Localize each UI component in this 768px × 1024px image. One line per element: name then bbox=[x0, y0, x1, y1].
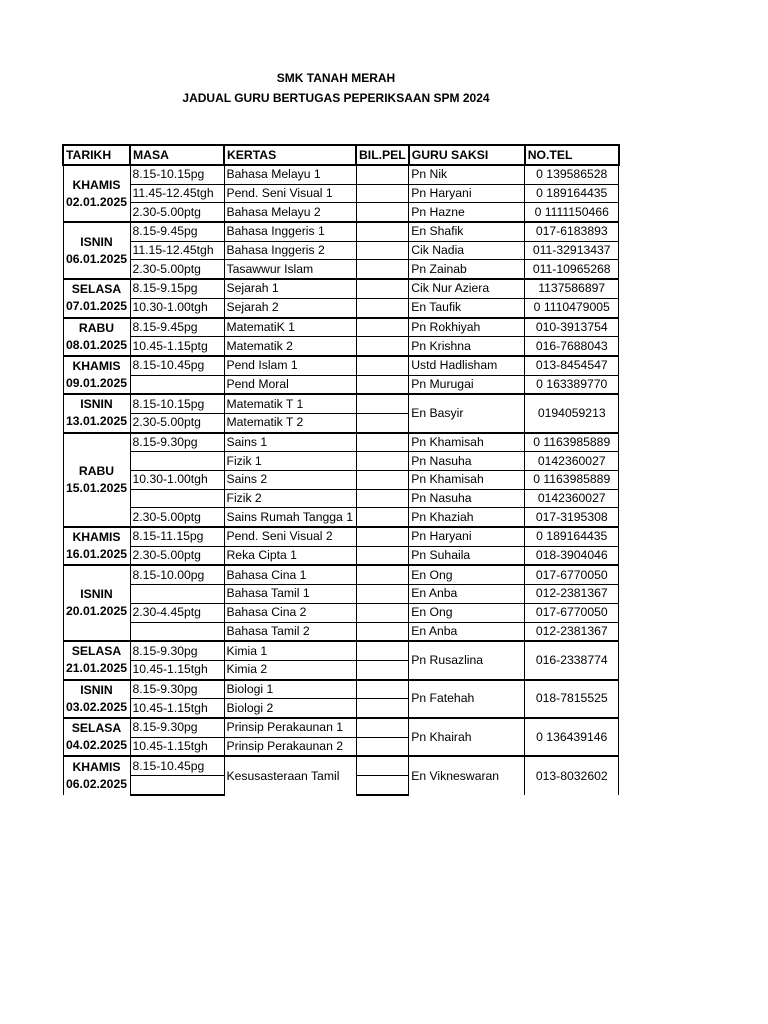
school-name: SMK TANAH MERAH bbox=[276, 71, 396, 85]
schedule-body bbox=[63, 165, 619, 795]
bil-pel-cell bbox=[356, 585, 409, 604]
guru-saksi-cell: Pn Khamisah bbox=[409, 433, 525, 452]
guru-saksi-cell: En Anba bbox=[409, 622, 525, 641]
duty-schedule-table bbox=[62, 144, 620, 796]
day-label: KHAMIS bbox=[72, 359, 121, 374]
kertas-cell: Matematik 2 bbox=[224, 337, 356, 356]
guru-saksi-cell: Pn Haryani bbox=[409, 184, 525, 203]
kertas-cell: Biologi 2 bbox=[224, 699, 356, 718]
no-tel-cell: 011-10965268 bbox=[525, 260, 619, 279]
no-tel-cell: 0 189164435 bbox=[525, 184, 619, 203]
no-tel-cell: 018-3904046 bbox=[525, 546, 619, 565]
masa-cell: 8.15-9.45pg bbox=[130, 222, 224, 241]
masa-cell bbox=[130, 585, 224, 604]
guru-saksi-cell: En Basyir bbox=[409, 394, 525, 432]
no-tel-cell: 0 189164435 bbox=[525, 527, 619, 546]
kertas-cell: Prinsip Perakaunan 1 bbox=[224, 718, 356, 737]
kertas-cell: Sejarah 2 bbox=[224, 298, 356, 317]
table-row bbox=[63, 452, 619, 471]
bil-pel-cell bbox=[356, 641, 409, 660]
col-header-kertas: KERTAS bbox=[224, 145, 356, 165]
masa-cell: 11.45-12.45tgh bbox=[130, 184, 224, 203]
kertas-cell: Fizik 1 bbox=[224, 452, 356, 471]
masa-cell: 8.15-9.30pg bbox=[130, 718, 224, 737]
date-label: 02.01.2025 bbox=[66, 194, 127, 209]
masa-cell: 10.30-1.00tgh bbox=[130, 471, 224, 490]
table-row bbox=[63, 279, 619, 298]
masa-cell: 2.30-5.00ptg bbox=[130, 508, 224, 527]
table-row bbox=[63, 298, 619, 317]
bil-pel-cell bbox=[356, 241, 409, 260]
table-row bbox=[63, 680, 619, 699]
no-tel-cell: 0142360027 bbox=[525, 452, 619, 471]
no-tel-cell: 013-8032602 bbox=[525, 756, 619, 794]
date-label: 09.01.2025 bbox=[66, 376, 127, 391]
date-cell bbox=[63, 318, 130, 356]
kertas-cell: Kesusasteraan Tamil bbox=[224, 756, 356, 794]
bil-pel-cell bbox=[356, 756, 409, 775]
date-label: 07.01.2025 bbox=[66, 299, 127, 314]
day-label: ISNIN bbox=[80, 682, 113, 697]
masa-cell: 2.30-5.00ptg bbox=[130, 260, 224, 279]
bil-pel-cell bbox=[356, 603, 409, 622]
guru-saksi-cell: Pn Khaziah bbox=[409, 508, 525, 527]
page-title: JADUAL GURU BERTUGAS PEPERIKSAAN SPM 2024 bbox=[182, 91, 490, 105]
bil-pel-cell bbox=[356, 337, 409, 356]
table-row bbox=[63, 318, 619, 337]
masa-cell: 2.30-4.45ptg bbox=[130, 603, 224, 622]
date-label: 16.01.2025 bbox=[66, 547, 127, 562]
day-label: RABU bbox=[78, 320, 115, 335]
masa-cell: 8.15-10.15pg bbox=[130, 165, 224, 184]
table-row bbox=[63, 241, 619, 260]
masa-cell: 10.45-1.15tgh bbox=[130, 699, 224, 718]
bil-pel-cell bbox=[356, 546, 409, 565]
kertas-cell: Tasawwur Islam bbox=[224, 260, 356, 279]
table-row bbox=[63, 165, 619, 184]
table-row bbox=[63, 394, 619, 413]
masa-cell: 8.15-9.30pg bbox=[130, 680, 224, 699]
table-row bbox=[63, 641, 619, 660]
day-label: KHAMIS bbox=[72, 760, 121, 774]
day-label: KHAMIS bbox=[72, 177, 121, 192]
bil-pel-cell bbox=[356, 565, 409, 584]
guru-saksi-cell: Pn Murugai bbox=[409, 375, 525, 394]
table-row bbox=[63, 433, 619, 452]
no-tel-cell: 012-2381367 bbox=[525, 622, 619, 641]
bil-pel-cell bbox=[356, 165, 409, 184]
kertas-cell: Fizik 2 bbox=[224, 489, 356, 508]
date-cell bbox=[63, 718, 130, 756]
guru-saksi-cell: En Vikneswaran bbox=[409, 756, 525, 794]
kertas-cell: Bahasa Melayu 1 bbox=[224, 165, 356, 184]
no-tel-cell: 0142360027 bbox=[525, 489, 619, 508]
bil-pel-cell bbox=[356, 298, 409, 317]
bil-pel-cell bbox=[356, 318, 409, 337]
bil-pel-cell bbox=[356, 203, 409, 222]
guru-saksi-cell: Pn Khairah bbox=[409, 718, 525, 756]
bil-pel-cell bbox=[356, 375, 409, 394]
masa-cell: 2.30-5.00ptg bbox=[130, 413, 224, 432]
bil-pel-cell bbox=[356, 718, 409, 737]
kertas-cell: Reka Cipta 1 bbox=[224, 546, 356, 565]
table-row bbox=[63, 471, 619, 490]
bil-pel-cell bbox=[356, 471, 409, 490]
no-tel-cell: 1137586897 bbox=[525, 279, 619, 298]
bil-pel-cell bbox=[356, 737, 409, 756]
masa-cell bbox=[130, 489, 224, 508]
kertas-cell: Matematik T 1 bbox=[224, 394, 356, 413]
masa-cell: 8.15-10.00pg bbox=[130, 565, 224, 584]
kertas-cell: Sains 1 bbox=[224, 433, 356, 452]
guru-saksi-cell: Pn Zainab bbox=[409, 260, 525, 279]
masa-cell bbox=[130, 452, 224, 471]
kertas-cell: Pend. Seni Visual 1 bbox=[224, 184, 356, 203]
table-row bbox=[63, 337, 619, 356]
masa-cell bbox=[130, 622, 224, 641]
date-label: 03.02.2025 bbox=[66, 699, 127, 714]
masa-cell: 8.15-9.45pg bbox=[130, 318, 224, 337]
col-header-masa: MASA bbox=[130, 145, 224, 165]
date-label: 08.01.2025 bbox=[66, 337, 127, 352]
kertas-cell: Kimia 1 bbox=[224, 641, 356, 660]
no-tel-cell: 0 1110479005 bbox=[525, 298, 619, 317]
date-cell bbox=[63, 680, 130, 718]
date-label: 04.02.2025 bbox=[66, 738, 127, 753]
no-tel-cell: 013-8454547 bbox=[525, 356, 619, 375]
bil-pel-cell bbox=[356, 279, 409, 298]
bil-pel-cell bbox=[356, 622, 409, 641]
bil-pel-cell bbox=[356, 489, 409, 508]
date-cell bbox=[63, 356, 130, 394]
date-cell bbox=[63, 165, 130, 222]
bil-pel-cell bbox=[356, 660, 409, 679]
no-tel-cell: 011-32913437 bbox=[525, 241, 619, 260]
no-tel-cell: 0 139586528 bbox=[525, 165, 619, 184]
col-header-no-tel: NO.TEL bbox=[525, 145, 619, 165]
masa-cell: 10.45-1.15tgh bbox=[130, 737, 224, 756]
masa-cell: 8.15-9.30pg bbox=[130, 433, 224, 452]
guru-saksi-cell: Pn Khamisah bbox=[409, 471, 525, 490]
kertas-cell: Bahasa Melayu 2 bbox=[224, 203, 356, 222]
bil-pel-cell bbox=[356, 356, 409, 375]
kertas-cell: Biologi 1 bbox=[224, 680, 356, 699]
no-tel-cell: 012-2381367 bbox=[525, 585, 619, 604]
kertas-cell: MatematiK 1 bbox=[224, 318, 356, 337]
no-tel-cell: 0 136439146 bbox=[525, 718, 619, 756]
masa-cell: 8.15-9.15pg bbox=[130, 279, 224, 298]
no-tel-cell: 0 163389770 bbox=[525, 375, 619, 394]
guru-saksi-cell: Pn Rokhiyah bbox=[409, 318, 525, 337]
day-label: ISNIN bbox=[80, 587, 113, 602]
masa-cell bbox=[130, 776, 224, 795]
col-header-bilpel: BIL.PEL bbox=[356, 145, 409, 165]
day-label: KHAMIS bbox=[72, 530, 121, 545]
table-row bbox=[63, 356, 619, 375]
no-tel-cell: 0 1163985889 bbox=[525, 471, 619, 490]
table-row bbox=[63, 489, 619, 508]
masa-cell: 2.30-5.00ptg bbox=[130, 546, 224, 565]
guru-saksi-cell: En Shafik bbox=[409, 222, 525, 241]
no-tel-cell: 018-7815525 bbox=[525, 680, 619, 718]
day-label: ISNIN bbox=[80, 397, 113, 412]
day-label: SELASA bbox=[71, 282, 122, 297]
date-cell bbox=[63, 527, 130, 565]
header-row bbox=[63, 145, 619, 165]
guru-saksi-cell: Ustd Hadlisham bbox=[409, 356, 525, 375]
masa-cell: 10.45-1.15tgh bbox=[130, 660, 224, 679]
kertas-cell: Bahasa Tamil 1 bbox=[224, 585, 356, 604]
date-label: 06.01.2025 bbox=[66, 251, 127, 266]
bil-pel-cell bbox=[356, 699, 409, 718]
date-cell bbox=[63, 433, 130, 527]
table-row bbox=[63, 718, 619, 737]
masa-cell: 10.30-1.00tgh bbox=[130, 298, 224, 317]
date-cell bbox=[63, 565, 130, 641]
guru-saksi-cell: Pn Nik bbox=[409, 165, 525, 184]
kertas-cell: Prinsip Perakaunan 2 bbox=[224, 737, 356, 756]
day-label: SELASA bbox=[71, 721, 122, 736]
kertas-cell: Sains 2 bbox=[224, 471, 356, 490]
kertas-cell: Bahasa Cina 1 bbox=[224, 565, 356, 584]
date-cell bbox=[63, 279, 130, 317]
date-cell bbox=[63, 394, 130, 432]
date-cell bbox=[63, 222, 130, 279]
date-label: 20.01.2025 bbox=[66, 604, 127, 619]
bil-pel-cell bbox=[356, 680, 409, 699]
kertas-cell: Sejarah 1 bbox=[224, 279, 356, 298]
table-row bbox=[63, 603, 619, 622]
no-tel-cell: 017-6183893 bbox=[525, 222, 619, 241]
no-tel-cell: 010-3913754 bbox=[525, 318, 619, 337]
kertas-cell: Pend Islam 1 bbox=[224, 356, 356, 375]
masa-cell: 8.15-9.30pg bbox=[130, 641, 224, 660]
kertas-cell: Bahasa Tamil 2 bbox=[224, 622, 356, 641]
guru-saksi-cell: Pn Nasuha bbox=[409, 489, 525, 508]
guru-saksi-cell: Pn Krishna bbox=[409, 337, 525, 356]
masa-cell: 8.15-11.15pg bbox=[130, 527, 224, 546]
bil-pel-cell bbox=[356, 508, 409, 527]
kertas-cell: Bahasa Cina 2 bbox=[224, 603, 356, 622]
day-label: SELASA bbox=[71, 644, 122, 659]
table-row bbox=[63, 622, 619, 641]
table-row bbox=[63, 546, 619, 565]
day-label: RABU bbox=[78, 463, 115, 478]
bil-pel-cell bbox=[356, 260, 409, 279]
guru-saksi-cell: En Anba bbox=[409, 585, 525, 604]
table-row bbox=[63, 508, 619, 527]
guru-saksi-cell: Pn Suhaila bbox=[409, 546, 525, 565]
masa-cell: 8.15-10.45pg bbox=[130, 356, 224, 375]
masa-cell bbox=[130, 375, 224, 394]
kertas-cell: Bahasa Inggeris 1 bbox=[224, 222, 356, 241]
guru-saksi-cell: Pn Rusazlina bbox=[409, 641, 525, 679]
kertas-cell: Bahasa Inggeris 2 bbox=[224, 241, 356, 260]
guru-saksi-cell: En Ong bbox=[409, 565, 525, 584]
kertas-cell: Sains Rumah Tangga 1 bbox=[224, 508, 356, 527]
masa-cell: 11.15-12.45tgh bbox=[130, 241, 224, 260]
table-row bbox=[63, 222, 619, 241]
no-tel-cell: 0194059213 bbox=[525, 394, 619, 432]
bil-pel-cell bbox=[356, 452, 409, 471]
table-row bbox=[63, 203, 619, 222]
date-label: 06.02.2025 bbox=[66, 777, 127, 791]
no-tel-cell: 017-6770050 bbox=[525, 565, 619, 584]
guru-saksi-cell: Pn Nasuha bbox=[409, 452, 525, 471]
bil-pel-cell bbox=[356, 222, 409, 241]
masa-cell: 8.15-10.15pg bbox=[130, 394, 224, 413]
date-label: 13.01.2025 bbox=[66, 414, 127, 429]
table-row bbox=[63, 565, 619, 584]
table-row bbox=[63, 527, 619, 546]
guru-saksi-cell: Cik Nadia bbox=[409, 241, 525, 260]
kertas-cell: Pend Moral bbox=[224, 375, 356, 394]
bil-pel-cell bbox=[356, 413, 409, 432]
bil-pel-cell bbox=[356, 184, 409, 203]
masa-cell: 8.15-10.45pg bbox=[130, 756, 224, 775]
no-tel-cell: 016-2338774 bbox=[525, 641, 619, 679]
date-cell bbox=[63, 641, 130, 679]
kertas-cell: Pend. Seni Visual 2 bbox=[224, 527, 356, 546]
guru-saksi-cell: Cik Nur Aziera bbox=[409, 279, 525, 298]
day-label: ISNIN bbox=[80, 234, 113, 249]
no-tel-cell: 017-6770050 bbox=[525, 603, 619, 622]
date-label: 15.01.2025 bbox=[66, 480, 127, 495]
kertas-cell: Kimia 2 bbox=[224, 660, 356, 679]
guru-saksi-cell: En Taufik bbox=[409, 298, 525, 317]
table-row bbox=[63, 756, 619, 775]
table-row bbox=[63, 585, 619, 604]
date-label: 21.01.2025 bbox=[66, 661, 127, 676]
no-tel-cell: 016-7688043 bbox=[525, 337, 619, 356]
guru-saksi-cell: Pn Fatehah bbox=[409, 680, 525, 718]
table-row bbox=[63, 375, 619, 394]
guru-saksi-cell: Pn Hazne bbox=[409, 203, 525, 222]
bil-pel-cell bbox=[356, 527, 409, 546]
guru-saksi-cell: Pn Haryani bbox=[409, 527, 525, 546]
no-tel-cell: 017-3195308 bbox=[525, 508, 619, 527]
no-tel-cell: 0 1111150466 bbox=[525, 203, 619, 222]
kertas-cell: Matematik T 2 bbox=[224, 413, 356, 432]
masa-cell: 2.30-5.00ptg bbox=[130, 203, 224, 222]
table-row bbox=[63, 184, 619, 203]
bil-pel-cell bbox=[356, 394, 409, 413]
bil-pel-cell bbox=[356, 433, 409, 452]
masa-cell: 10.45-1.15ptg bbox=[130, 337, 224, 356]
date-cell bbox=[63, 756, 130, 794]
no-tel-cell: 0 1163985889 bbox=[525, 433, 619, 452]
col-header-guru-saksi: GURU SAKSI bbox=[409, 145, 525, 165]
table-row bbox=[63, 260, 619, 279]
guru-saksi-cell: En Ong bbox=[409, 603, 525, 622]
bil-pel-cell bbox=[356, 776, 409, 795]
col-header-tarikh: TARIKH bbox=[63, 145, 130, 165]
